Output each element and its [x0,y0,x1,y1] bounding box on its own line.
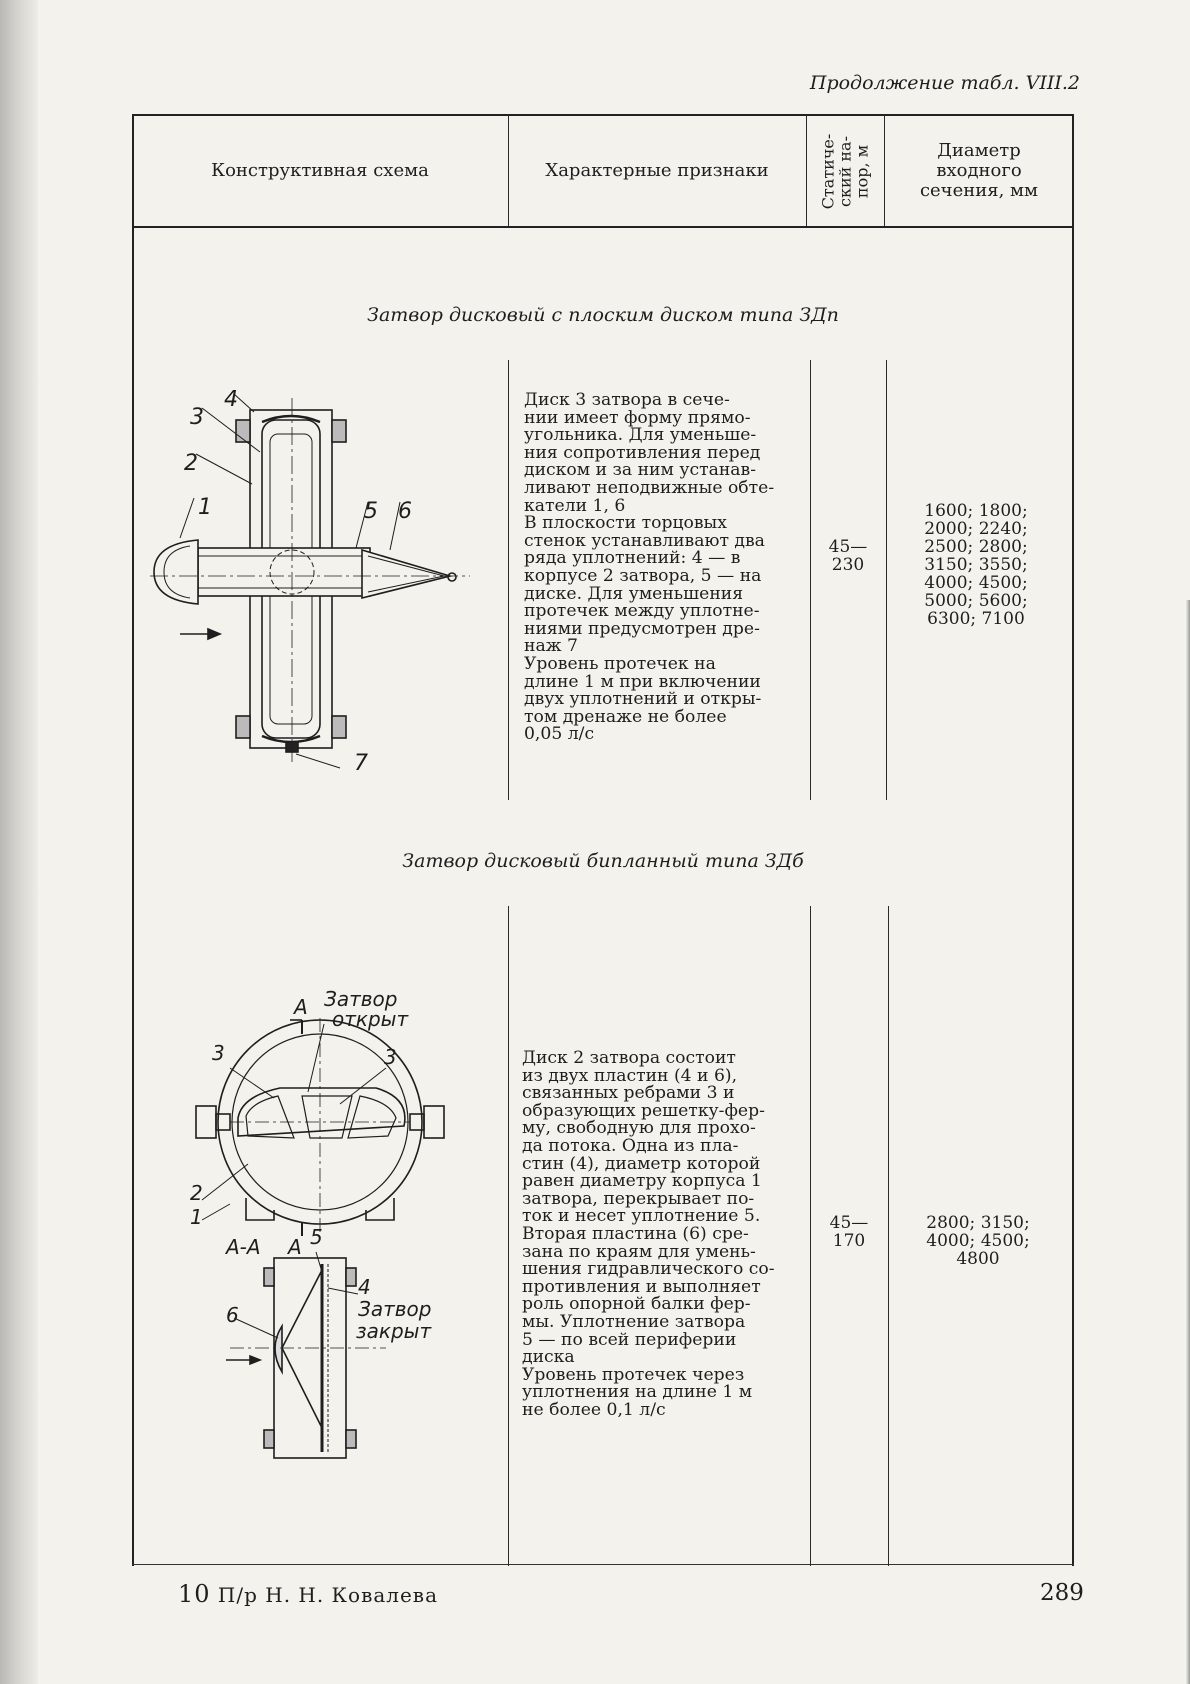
fig1-label-2: 2 [184,451,198,476]
fig2-label-3-left: 3 [212,1041,225,1065]
section1-diameters: 1600; 1800; 2000; 2240; 2500; 2800; 3150; 3550; 4000; 4500; 5000; 5600; 6300; 7100 [924,501,1028,629]
section2-divider-1 [508,906,509,1566]
footer-signature-text: П/р Н. Н. Ковалева [217,1583,438,1607]
fig2-open-line2: открыт [332,1007,409,1031]
fig2-label-1: 1 [190,1205,203,1229]
section1-pressure: 45— 230 [828,537,868,575]
section2-diameters: 2800; 3150; 4000; 4500; 4800 [926,1213,1030,1269]
fig1-label-4: 4 [224,390,238,412]
header-diameter: Диаметр входного сечения, мм [919,140,1039,201]
footer-signature-number: 10 [178,1580,211,1608]
fig1-label-3: 3 [190,405,204,430]
biplane-disc-valve-drawing [190,988,470,1468]
section1-divider-2 [810,360,811,800]
fig2-label-4: 4 [358,1275,371,1299]
fig1-label-5: 5 [364,499,378,524]
table-continuation-note: Продолжение табл. VIII.2 [809,72,1080,94]
flat-disc-valve-drawing [150,390,490,770]
fig1-label-1: 1 [198,495,212,520]
header-pressure [806,116,884,226]
fig2-label-2: 2 [190,1181,203,1205]
fig2-section-mark-top: А [294,995,308,1019]
figure-biplane-disc-valve [190,988,470,1472]
section-title-zdb: Затвор дисковый бипланный типа ЗДб [402,850,804,872]
fig1-label-7: 7 [354,751,368,770]
fig2-closed-line2: закрыт [356,1319,432,1343]
figure-flat-disc-valve [150,390,490,774]
section2-divider-3 [888,906,889,1566]
fig2-label-6: 6 [226,1303,239,1327]
table-bottom-rule [132,1564,1074,1565]
fig2-section-title: А-А [226,1235,261,1259]
header-features: Характерные признаки [545,160,769,181]
fig2-open-line1: Затвор [324,988,398,1011]
section1-description: Диск 3 затвора в сече- нии имеет форму прямо- угольника. Для уменьше- ния сопротивления перед диском и за ним устанав- ливают неподвижные обте- катели 1, 6 В плоскости торцовых стенок устанавливают два ряда уплотнений: 4 — в корпусе 2 затвора, 5 — на диске. Для уменьшения протечек между уплотне- ниями предусмотрен дре- наж 7 Уровень протечек на длине 1 м при включении двух уплотнений и откры- том дренаже не более 0,05 л/с [524,390,775,745]
fig2-section-mark-bottom: А [288,1235,302,1259]
fig2-label-3-right: 3 [384,1045,397,1069]
fig2-closed-line1: Затвор [358,1297,432,1321]
header-scheme: Конструктивная схема [211,160,429,181]
section1-divider-3 [886,360,887,800]
page-number: 289 [1040,1580,1084,1606]
section-title-zdp: Затвор дисковый с плоским диском типа ЗДп [367,304,839,326]
header-pressure-text: Статиче- ский на- пор, м [818,133,872,209]
section1-divider-1 [508,360,509,800]
section2-pressure: 45— 170 [829,1213,869,1251]
section2-divider-2 [810,906,811,1566]
section2-description: Диск 2 затвора состоит из двух пластин (4 и 6), связанных ребрами 3 и образующих решетку-фер- му, свободную для прохо- да потока. Одна из пла- стин (4), диаметр которой равен диаметру корпуса 1 затвора, перекрывает по- ток и несет уплотнение 5. Вторая пластина (6) сре- зана по краям для умень- шения гидравлического со- противления и выполняет роль опорной балки фер- мы. Уплотнение затвора 5 — по всей периферии диска Уровень протечек через уплотнения на длине 1 м не более 0,1 л/с [522,1048,775,1420]
fig1-label-6: 6 [398,499,412,524]
table-header-rule [132,226,1074,228]
footer-signature [178,1580,438,1608]
scan-edge-shadow [0,0,38,1684]
fig2-label-5: 5 [310,1225,323,1249]
scan-right-edge [1186,600,1190,1684]
